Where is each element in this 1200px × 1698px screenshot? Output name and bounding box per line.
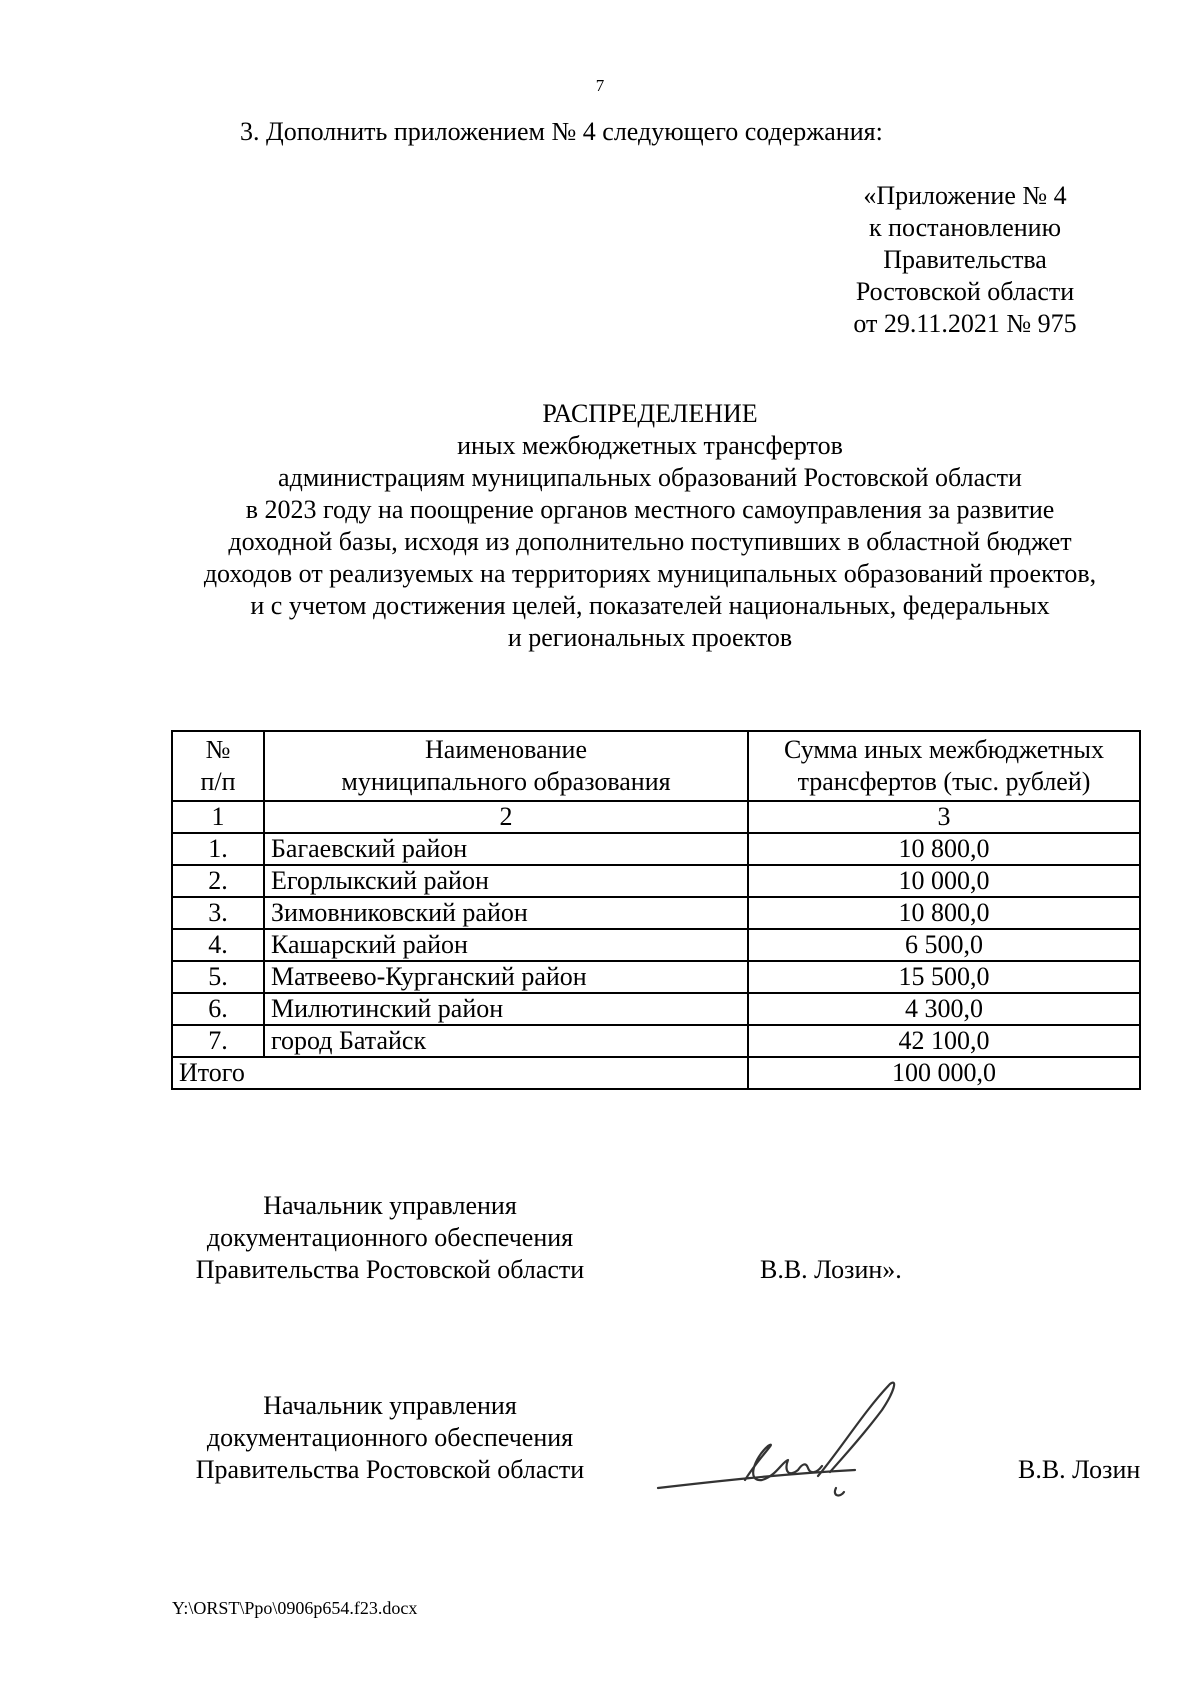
transfer-sum: 42 100,0 — [748, 1025, 1140, 1057]
municipality-name: Зимовниковский район — [264, 897, 748, 929]
transfer-sum: 10 000,0 — [748, 865, 1140, 897]
header-line: трансфертов (тыс. рублей) — [797, 767, 1091, 796]
row-number: 6. — [172, 993, 264, 1025]
signer-title-line: Правительства Ростовской области — [195, 1255, 585, 1284]
signer-name-1: В.В. Лозин». — [760, 1255, 902, 1284]
municipality-name: Багаевский район — [264, 833, 748, 865]
column-number: 2 — [264, 801, 748, 833]
annex-header — [820, 180, 1110, 340]
transfer-sum: 4 300,0 — [748, 993, 1140, 1025]
table-row — [172, 1025, 1140, 1057]
row-number: 5. — [172, 961, 264, 993]
table-row — [172, 833, 1140, 865]
municipality-name: город Батайск — [264, 1025, 748, 1057]
annex-line: к постановлению — [868, 213, 1062, 242]
header-line: п/п — [200, 767, 236, 796]
subtitle-line: в 2023 году на поощрение органов местного самоуправления за развитие — [245, 495, 1055, 524]
signer-title-line: Правительства Ростовской области — [195, 1455, 585, 1484]
table-row — [172, 897, 1140, 929]
annex-line: от 29.11.2021 № 975 — [853, 309, 1077, 338]
signer-title-line: документационного обеспечения — [206, 1423, 574, 1452]
annex-line: «Приложение № 4 — [863, 181, 1067, 210]
intro-paragraph: 3. Дополнить приложением № 4 следующего содержания: — [240, 117, 883, 146]
file-path-footer: Y:\ORST\Ppo\0906p654.f23.docx — [172, 1598, 418, 1618]
header-name — [264, 731, 748, 801]
table-row — [172, 993, 1140, 1025]
page-number: 7 — [595, 76, 605, 95]
table-row — [172, 929, 1140, 961]
annex-line: Правительства — [883, 245, 1047, 274]
table-row — [172, 865, 1140, 897]
subtitle-line: администрациям муниципальных образований Ростовской области — [278, 463, 1022, 492]
signature-block-1-title — [170, 1190, 610, 1286]
transfer-sum: 15 500,0 — [748, 961, 1140, 993]
column-number-row — [172, 801, 1140, 833]
signer-title-line: Начальник управления — [263, 1191, 517, 1220]
column-number: 3 — [748, 801, 1140, 833]
row-number: 1. — [172, 833, 264, 865]
municipality-name: Матвеево-Курганский район — [264, 961, 748, 993]
total-row — [172, 1057, 1140, 1089]
column-number: 1 — [172, 801, 264, 833]
row-number: 2. — [172, 865, 264, 897]
municipality-name: Кашарский район — [264, 929, 748, 961]
header-line: Сумма иных межбюджетных — [784, 735, 1104, 764]
transfer-sum: 6 500,0 — [748, 929, 1140, 961]
header-line: муниципального образования — [341, 767, 671, 796]
transfer-sum: 10 800,0 — [748, 897, 1140, 929]
subtitle-line: и с учетом достижения целей, показателей национальных, федеральных — [250, 591, 1050, 620]
total-label: Итого — [172, 1057, 748, 1089]
subtitle-line: иных межбюджетных трансфертов — [457, 431, 843, 460]
table-header-row — [172, 731, 1140, 801]
subtitle-line: доходной базы, исходя из дополнительно поступивших в областной бюджет — [228, 527, 1072, 556]
signer-name-2: В.В. Лозин — [1018, 1455, 1141, 1484]
row-number: 3. — [172, 897, 264, 929]
header-line: Наименование — [425, 735, 587, 764]
document-title-block — [150, 398, 1150, 654]
municipality-name: Милютинский район — [264, 993, 748, 1025]
header-sum — [748, 731, 1140, 801]
subtitle-line: доходов от реализуемых на территориях муниципальных образований проектов, — [203, 559, 1097, 588]
transfer-sum: 10 800,0 — [748, 833, 1140, 865]
signer-title-line: Начальник управления — [263, 1391, 517, 1420]
subtitle-line: и региональных проектов — [507, 623, 793, 652]
signer-title-line: документационного обеспечения — [206, 1223, 574, 1252]
handwritten-signature — [650, 1370, 950, 1520]
table-row — [172, 961, 1140, 993]
total-sum: 100 000,0 — [748, 1057, 1140, 1089]
row-number: 7. — [172, 1025, 264, 1057]
row-number: 4. — [172, 929, 264, 961]
document-title: РАСПРЕДЕЛЕНИЕ — [542, 399, 758, 428]
header-number — [172, 731, 264, 801]
header-line: № — [205, 735, 231, 764]
distribution-table — [171, 730, 1141, 1090]
signature-block-2-title — [170, 1390, 610, 1486]
municipality-name: Егорлыкский район — [264, 865, 748, 897]
annex-line: Ростовской области — [855, 277, 1075, 306]
